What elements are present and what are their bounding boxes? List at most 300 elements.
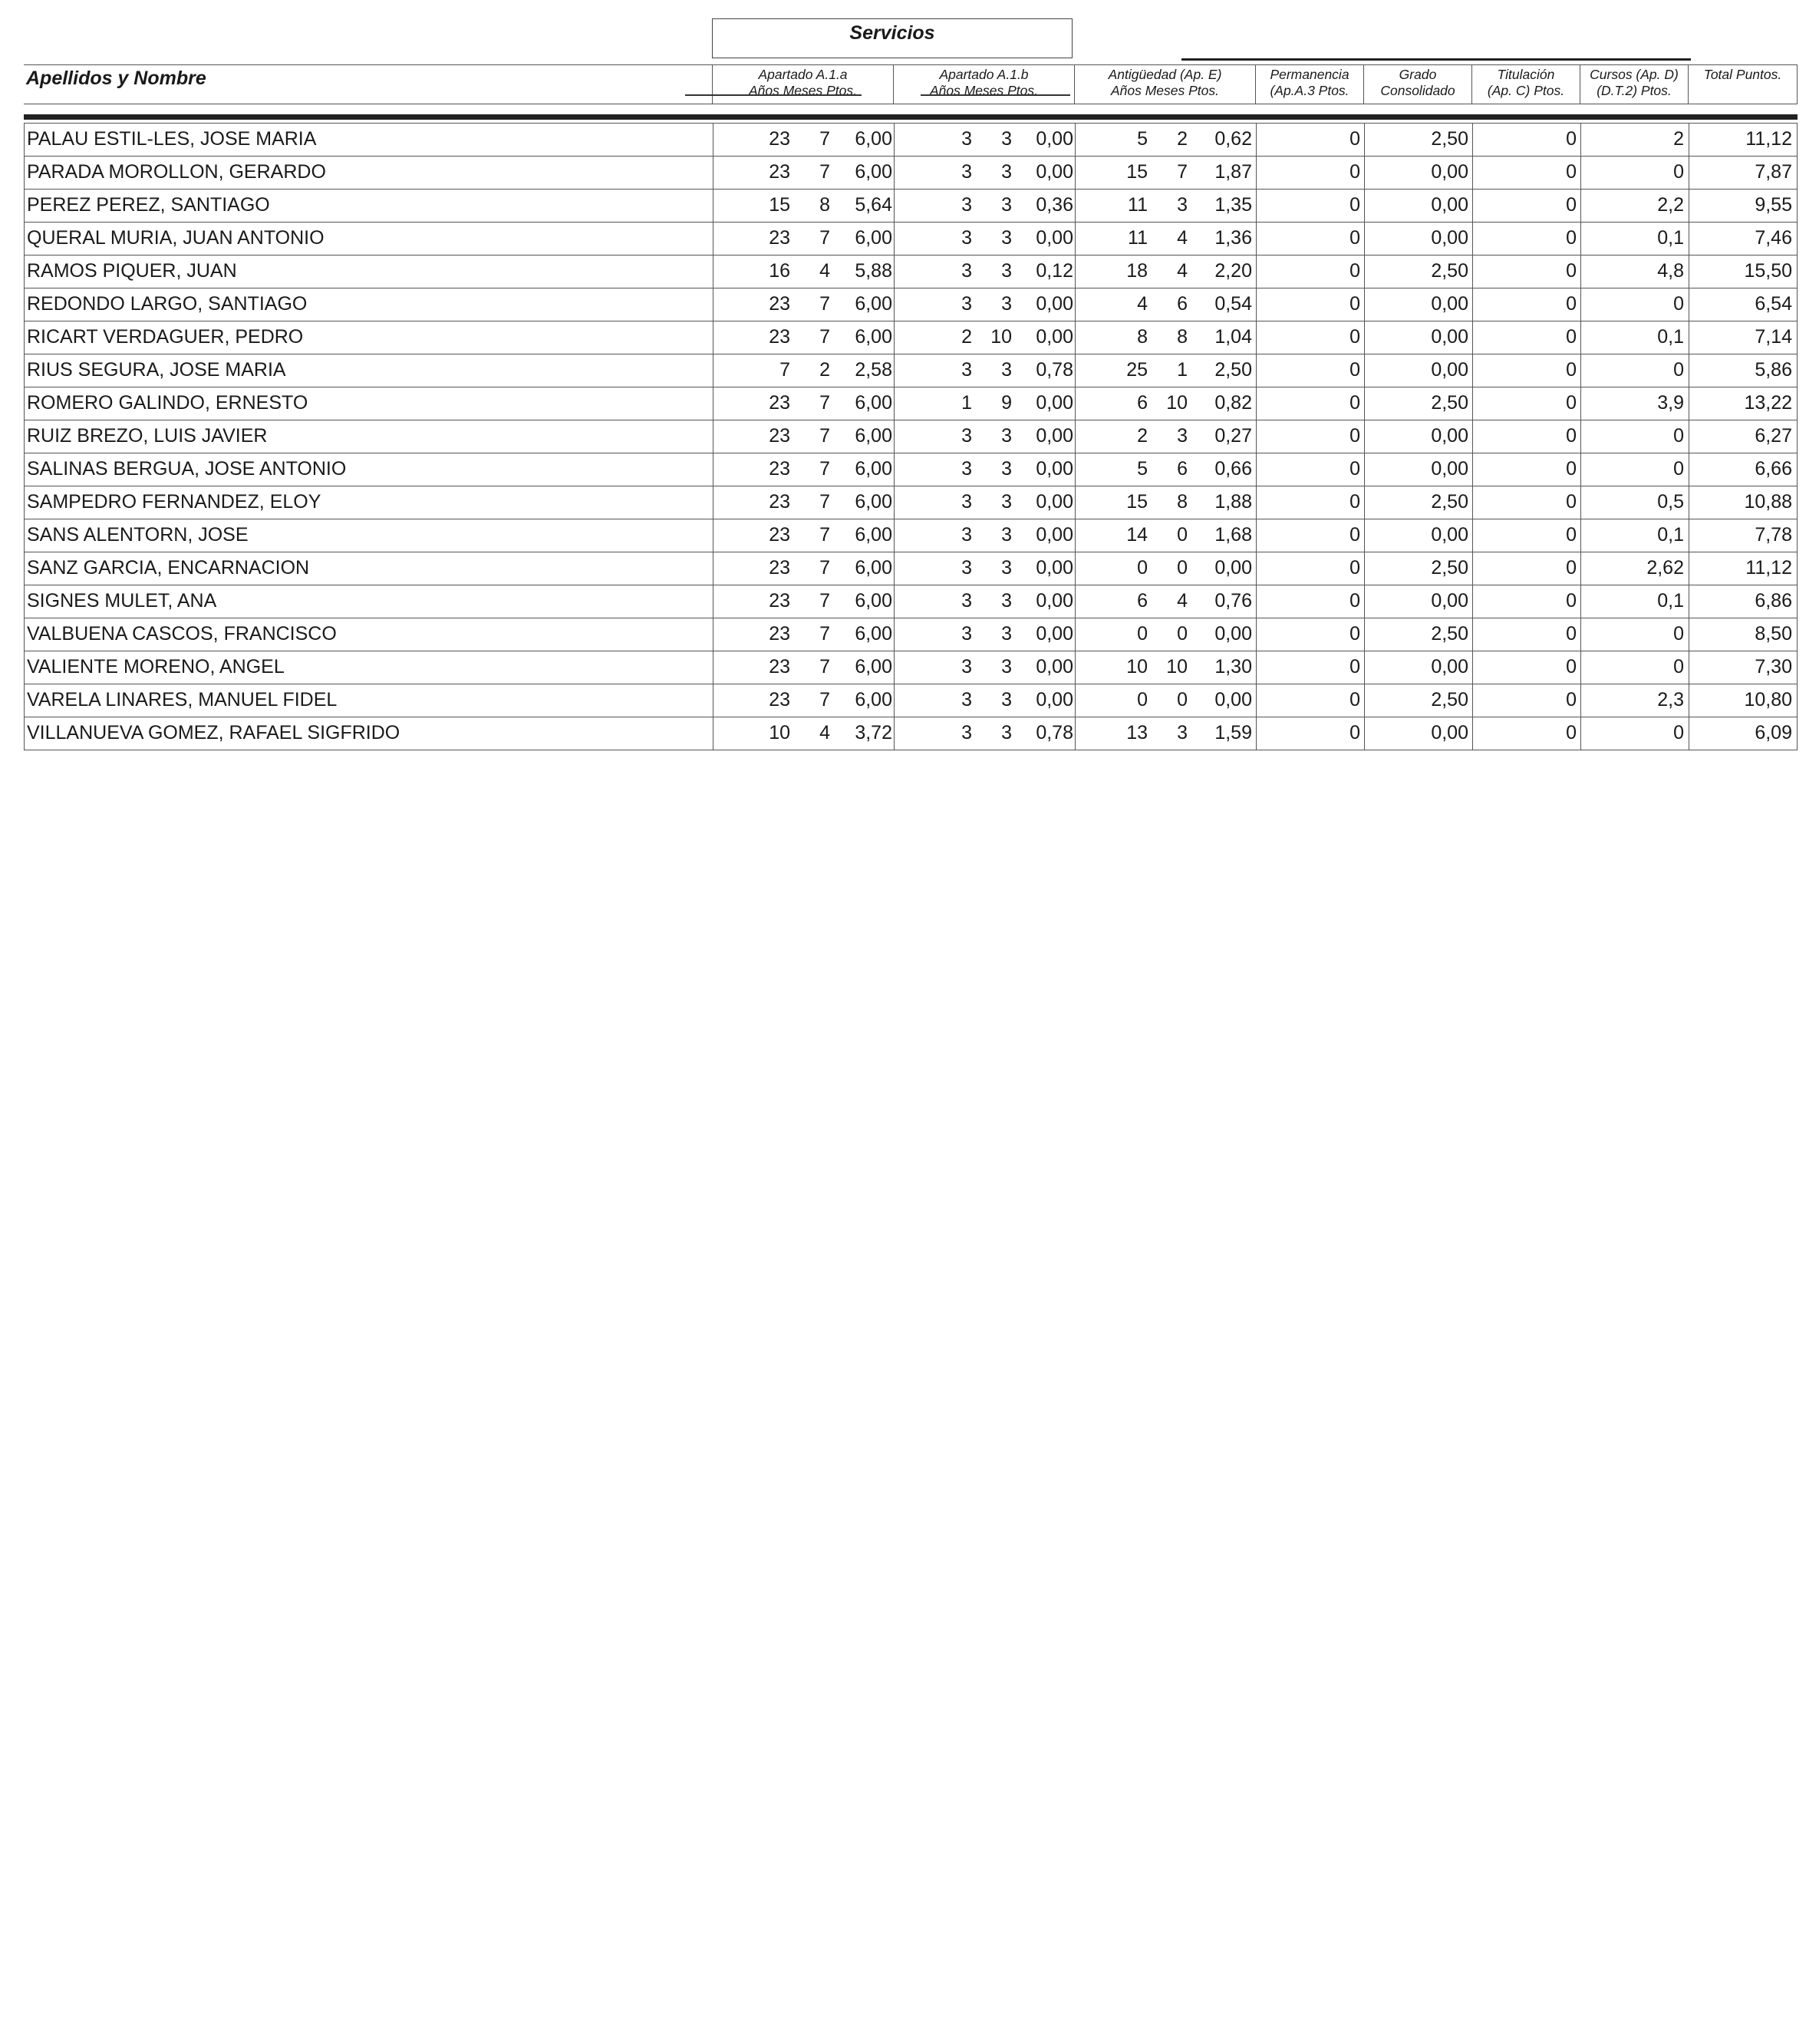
column-divider [1472,288,1473,321]
cell-titulacion: 0 [1566,392,1577,414]
column-divider [1580,552,1581,585]
cell-a1a-anos: 23 [769,623,790,645]
cell-permanencia: 0 [1349,491,1360,513]
cell-cursos: 0 [1673,293,1684,315]
cell-a1a-anos: 23 [769,689,790,710]
column-header-permanencia-line1: Permanencia [1270,67,1349,82]
cell-ant-ptos: 1,59 [1214,722,1252,743]
cell-cursos: 2,3 [1657,689,1684,710]
cell-a1b-ptos: 0,78 [1036,722,1073,743]
cell-grado: 0,00 [1431,326,1468,348]
cell-ant-meses: 0 [1177,689,1188,710]
column-divider [1256,288,1257,321]
table-row [24,157,1798,190]
cell-a1a-ptos: 6,00 [855,128,892,150]
cell-grado: 0,00 [1431,161,1468,183]
cell-a1b-ptos: 0,00 [1036,524,1073,546]
column-divider [1364,157,1365,189]
table-row [24,321,1798,354]
cell-a1b-ptos: 0,00 [1036,689,1073,710]
cell-ant-meses: 6 [1177,458,1188,480]
cell-a1b-ptos: 0,00 [1036,590,1073,612]
column-divider [894,420,895,453]
cell-a1b-meses: 3 [1001,557,1012,579]
cell-name: VILLANUEVA GOMEZ, RAFAEL SIGFRIDO [27,722,400,743]
cell-a1a-ptos: 6,00 [855,227,892,249]
cell-grado: 0,00 [1431,293,1468,315]
cell-a1b-ptos: 0,00 [1036,458,1073,480]
column-divider [1364,420,1365,453]
cell-ant-meses: 7 [1177,161,1188,183]
cell-ant-anos: 10 [1126,656,1148,677]
cell-a1a-ptos: 6,00 [855,590,892,612]
cell-ant-meses: 6 [1177,293,1188,315]
column-header-grado-line1: Grado [1399,67,1437,82]
cell-a1a-anos: 23 [769,227,790,249]
column-divider [894,223,895,255]
cell-name: VALIENTE MORENO, ANGEL [27,656,285,677]
cell-a1b-meses: 3 [1001,194,1012,216]
cell-name: VALBUENA CASCOS, FRANCISCO [27,623,337,645]
cell-permanencia: 0 [1349,359,1360,381]
cell-name: RICART VERDAGUER, PEDRO [27,326,304,348]
column-divider [1580,651,1581,684]
column-divider [1364,190,1365,222]
table-row [24,684,1798,717]
cell-titulacion: 0 [1566,722,1577,743]
cell-titulacion: 0 [1566,293,1577,315]
cell-a1a-ptos: 6,00 [855,491,892,513]
servicios-group-header [712,18,1073,58]
column-divider [1075,223,1076,255]
cell-a1b-meses: 3 [1001,359,1012,381]
column-divider [1075,256,1076,288]
cell-ant-ptos: 2,20 [1214,260,1252,282]
cell-a1b-ptos: 0,00 [1036,623,1073,645]
cell-a1a-meses: 7 [819,557,830,579]
column-divider [1364,321,1365,354]
cell-a1b-ptos: 0,00 [1036,326,1073,348]
column-header-permanencia [1255,64,1363,104]
column-header-cursos-line2: (D.T.2) Ptos. [1597,83,1672,98]
cell-a1a-anos: 23 [769,557,790,579]
column-divider [1256,354,1257,387]
cell-a1b-ptos: 0,00 [1036,227,1073,249]
cell-permanencia: 0 [1349,524,1360,546]
header-underline-a1b [921,94,1070,96]
cell-titulacion: 0 [1566,623,1577,645]
cell-permanencia: 0 [1349,392,1360,414]
column-divider [894,190,895,222]
cell-a1b-ptos: 0,00 [1036,557,1073,579]
cell-titulacion: 0 [1566,260,1577,282]
cell-a1b-meses: 3 [1001,689,1012,710]
cell-a1b-meses: 10 [990,326,1012,348]
column-divider [894,157,895,189]
cell-ant-ptos: 0,76 [1214,590,1252,612]
cell-ant-anos: 0 [1137,689,1148,710]
cell-cursos: 2 [1673,128,1684,150]
cell-a1b-meses: 3 [1001,458,1012,480]
cell-a1b-ptos: 0,00 [1036,293,1073,315]
column-divider [1256,420,1257,453]
cell-a1a-meses: 4 [819,722,830,743]
column-header-permanencia-line2: (Ap.A.3 Ptos. [1270,83,1349,98]
column-divider [1472,519,1473,552]
column-header-antiguedad-line1: Antigüedad (Ap. E) [1108,67,1222,82]
cell-a1a-meses: 8 [819,194,830,216]
cell-a1a-ptos: 6,00 [855,458,892,480]
cell-ant-meses: 0 [1177,524,1188,546]
column-divider [1472,354,1473,387]
cell-ant-anos: 5 [1137,458,1148,480]
cell-ant-meses: 4 [1177,590,1188,612]
column-divider [894,124,895,156]
column-header-a1b [893,64,1074,104]
cell-titulacion: 0 [1566,161,1577,183]
table-row [24,223,1798,256]
column-header-titulacion-line1: Titulación [1497,67,1555,82]
table-top-rule [24,114,1798,120]
cell-a1a-meses: 7 [819,656,830,677]
column-divider [1256,453,1257,486]
cell-a1b-anos: 3 [961,227,972,249]
cell-name: PEREZ PEREZ, SANTIAGO [27,194,270,216]
header-underline-a1a [685,94,862,96]
column-divider [1075,651,1076,684]
cell-a1a-ptos: 6,00 [855,524,892,546]
cell-ant-meses: 10 [1166,656,1188,677]
cell-ant-meses: 0 [1177,557,1188,579]
cell-permanencia: 0 [1349,557,1360,579]
cell-cursos: 3,9 [1657,392,1684,414]
column-divider [1075,585,1076,618]
cell-titulacion: 0 [1566,326,1577,348]
cell-grado: 2,50 [1431,392,1468,414]
cell-permanencia: 0 [1349,227,1360,249]
cell-permanencia: 0 [1349,623,1360,645]
cell-a1a-ptos: 5,64 [855,194,892,216]
cell-total: 10,80 [1744,689,1792,710]
column-divider [1580,717,1581,750]
cell-a1b-anos: 3 [961,689,972,710]
cell-permanencia: 0 [1349,194,1360,216]
cell-ant-ptos: 0,00 [1214,557,1252,579]
column-divider [1075,321,1076,354]
column-header-cursos [1580,64,1688,104]
column-divider [1075,157,1076,189]
cell-a1a-anos: 23 [769,161,790,183]
cell-name: SALINAS BERGUA, JOSE ANTONIO [27,458,347,480]
column-divider [1580,453,1581,486]
cell-a1a-ptos: 6,00 [855,557,892,579]
servicios-title: Servicios [849,22,935,44]
cell-ant-anos: 0 [1137,557,1148,579]
column-divider [1472,651,1473,684]
column-divider [1256,585,1257,618]
column-divider [1472,124,1473,156]
cell-ant-meses: 4 [1177,227,1188,249]
cell-ant-anos: 14 [1126,524,1148,546]
cell-total: 7,78 [1755,524,1792,546]
column-divider [1580,321,1581,354]
cell-permanencia: 0 [1349,425,1360,447]
cell-grado: 0,00 [1431,722,1468,743]
column-divider [894,486,895,519]
table-row [24,190,1798,223]
cell-ant-ptos: 0,00 [1214,623,1252,645]
cell-ant-meses: 10 [1166,392,1188,414]
cell-a1b-ptos: 0,00 [1036,128,1073,150]
column-header-name: Apellidos y Nombre [26,68,206,89]
cell-total: 6,09 [1755,722,1792,743]
cell-a1a-ptos: 6,00 [855,656,892,677]
cell-ant-ptos: 1,88 [1214,491,1252,513]
cell-name: QUERAL MURIA, JUAN ANTONIO [27,227,325,249]
cell-permanencia: 0 [1349,689,1360,710]
cell-grado: 0,00 [1431,524,1468,546]
cell-ant-ptos: 0,27 [1214,425,1252,447]
column-header-a1b-line1: Apartado A.1.b [939,67,1029,82]
cell-a1b-ptos: 0,00 [1036,656,1073,677]
cell-a1a-anos: 23 [769,590,790,612]
column-divider [1256,651,1257,684]
column-divider [1256,519,1257,552]
cell-a1b-anos: 3 [961,128,972,150]
cell-ant-anos: 5 [1137,128,1148,150]
column-divider [1256,387,1257,420]
cell-a1a-anos: 16 [769,260,790,282]
cell-a1a-ptos: 6,00 [855,425,892,447]
cell-ant-meses: 0 [1177,623,1188,645]
cell-a1b-meses: 3 [1001,128,1012,150]
cell-total: 11,12 [1745,128,1792,150]
cell-ant-anos: 8 [1137,326,1148,348]
table-row [24,124,1798,157]
cell-a1a-ptos: 6,00 [855,293,892,315]
cell-a1a-meses: 2 [819,359,830,381]
column-divider [1472,618,1473,651]
column-divider [894,354,895,387]
column-divider [1256,223,1257,255]
cell-a1a-meses: 7 [819,161,830,183]
cell-a1a-anos: 23 [769,392,790,414]
cell-titulacion: 0 [1566,590,1577,612]
cell-total: 7,30 [1755,656,1792,677]
cell-a1b-ptos: 0,36 [1036,194,1073,216]
cell-titulacion: 0 [1566,656,1577,677]
cell-a1b-ptos: 0,12 [1036,260,1073,282]
cell-cursos: 0 [1673,161,1684,183]
column-header-a1b-line2: Años Meses Ptos. [929,83,1039,98]
column-header-total-line1: Total Puntos. [1703,67,1782,82]
column-divider [1580,223,1581,255]
cell-titulacion: 0 [1566,227,1577,249]
cell-titulacion: 0 [1566,524,1577,546]
column-divider [894,651,895,684]
cell-a1b-anos: 3 [961,260,972,282]
cell-ant-ptos: 0,00 [1214,689,1252,710]
column-divider [1364,684,1365,717]
cell-ant-ptos: 1,35 [1214,194,1252,216]
column-divider [1580,157,1581,189]
column-divider [1364,124,1365,156]
cell-a1b-ptos: 0,00 [1036,491,1073,513]
cell-a1b-anos: 3 [961,590,972,612]
column-divider [1075,420,1076,453]
cell-titulacion: 0 [1566,458,1577,480]
column-divider [1075,618,1076,651]
column-header-a1a [712,64,893,104]
cell-total: 6,54 [1755,293,1792,315]
cell-total: 7,14 [1755,326,1792,348]
cell-total: 7,87 [1755,161,1792,183]
column-header-titulacion-line2: (Ap. C) Ptos. [1487,83,1565,98]
cell-grado: 2,50 [1431,623,1468,645]
cell-a1b-anos: 3 [961,161,972,183]
column-divider [1075,519,1076,552]
cell-a1b-anos: 3 [961,656,972,677]
cell-name: VARELA LINARES, MANUEL FIDEL [27,689,338,710]
cell-a1b-meses: 3 [1001,524,1012,546]
cell-ant-anos: 11 [1128,227,1148,249]
cell-cursos: 2,62 [1646,557,1684,579]
column-divider [1075,124,1076,156]
cell-a1a-meses: 7 [819,293,830,315]
cell-cursos: 0,1 [1657,590,1684,612]
cell-total: 6,86 [1755,590,1792,612]
cell-a1a-meses: 4 [819,260,830,282]
cell-a1b-meses: 3 [1001,293,1012,315]
cell-permanencia: 0 [1349,590,1360,612]
cell-a1a-ptos: 6,00 [855,161,892,183]
cell-cursos: 0,5 [1657,491,1684,513]
cell-a1a-anos: 23 [769,524,790,546]
column-divider [1580,256,1581,288]
column-divider [1364,223,1365,255]
cell-a1a-meses: 7 [819,128,830,150]
cell-cursos: 0,1 [1657,326,1684,348]
cell-a1b-meses: 3 [1001,623,1012,645]
cell-a1a-ptos: 2,58 [855,359,892,381]
cell-a1a-meses: 7 [819,326,830,348]
cell-grado: 0,00 [1431,359,1468,381]
cell-a1a-ptos: 6,00 [855,326,892,348]
cell-a1b-anos: 3 [961,491,972,513]
column-divider [1256,256,1257,288]
cell-total: 8,50 [1755,623,1792,645]
column-divider [1580,519,1581,552]
cell-a1a-anos: 23 [769,326,790,348]
cell-a1b-anos: 3 [961,425,972,447]
cell-a1b-meses: 3 [1001,161,1012,183]
cell-ant-meses: 2 [1177,128,1188,150]
column-divider [1364,354,1365,387]
cell-a1b-meses: 3 [1001,722,1012,743]
cell-grado: 0,00 [1431,227,1468,249]
column-divider [1256,124,1257,156]
column-divider [1075,717,1076,750]
column-divider [1472,223,1473,255]
cell-cursos: 2,2 [1657,194,1684,216]
column-divider [1472,684,1473,717]
cell-a1b-ptos: 0,00 [1036,161,1073,183]
table-row [24,453,1798,486]
column-divider [1075,552,1076,585]
column-divider [894,684,895,717]
cell-cursos: 0,1 [1657,524,1684,546]
column-divider [1472,321,1473,354]
cell-name: RIUS SEGURA, JOSE MARIA [27,359,286,381]
cell-a1a-meses: 7 [819,689,830,710]
cell-cursos: 0 [1673,656,1684,677]
table-row [24,552,1798,585]
column-divider [1580,190,1581,222]
cell-ant-anos: 6 [1137,590,1148,612]
cell-ant-meses: 3 [1177,194,1188,216]
column-header-a1a-line2: Años Meses Ptos. [748,83,858,98]
table-row [24,717,1798,750]
cell-a1b-anos: 3 [961,359,972,381]
column-divider [1472,256,1473,288]
cell-ant-ptos: 1,87 [1214,161,1252,183]
column-header-a1a-line1: Apartado A.1.a [758,67,848,82]
cell-ant-anos: 11 [1128,194,1148,216]
column-divider [1472,157,1473,189]
column-divider [1364,288,1365,321]
column-divider [894,387,895,420]
header-top-rule [1181,58,1691,61]
column-divider [1472,420,1473,453]
cell-permanencia: 0 [1349,656,1360,677]
data-table-body [24,124,1798,750]
cell-a1a-meses: 7 [819,590,830,612]
cell-total: 11,12 [1745,557,1792,579]
cell-ant-anos: 15 [1126,491,1148,513]
column-divider [894,288,895,321]
cell-cursos: 0 [1673,722,1684,743]
cell-total: 13,22 [1744,392,1792,414]
cell-grado: 2,50 [1431,557,1468,579]
cell-grado: 0,00 [1431,425,1468,447]
column-divider [1256,717,1257,750]
column-divider [1075,288,1076,321]
column-header-total [1688,64,1798,104]
cell-a1a-anos: 10 [769,722,790,743]
column-divider [1580,288,1581,321]
cell-a1b-anos: 2 [961,326,972,348]
cell-total: 7,46 [1755,227,1792,249]
column-divider [1472,453,1473,486]
cell-a1a-meses: 7 [819,524,830,546]
cell-name: RAMOS PIQUER, JUAN [27,260,237,282]
cell-ant-anos: 13 [1126,722,1148,743]
cell-ant-ptos: 0,54 [1214,293,1252,315]
column-divider [1075,190,1076,222]
cell-cursos: 0,1 [1657,227,1684,249]
cell-grado: 2,50 [1431,128,1468,150]
cell-a1a-anos: 23 [769,491,790,513]
cell-total: 6,66 [1755,458,1792,480]
cell-permanencia: 0 [1349,293,1360,315]
column-divider [1364,453,1365,486]
column-divider [894,453,895,486]
cell-ant-meses: 4 [1177,260,1188,282]
cell-grado: 2,50 [1431,689,1468,710]
cell-grado: 2,50 [1431,491,1468,513]
cell-titulacion: 0 [1566,425,1577,447]
table-row [24,651,1798,684]
